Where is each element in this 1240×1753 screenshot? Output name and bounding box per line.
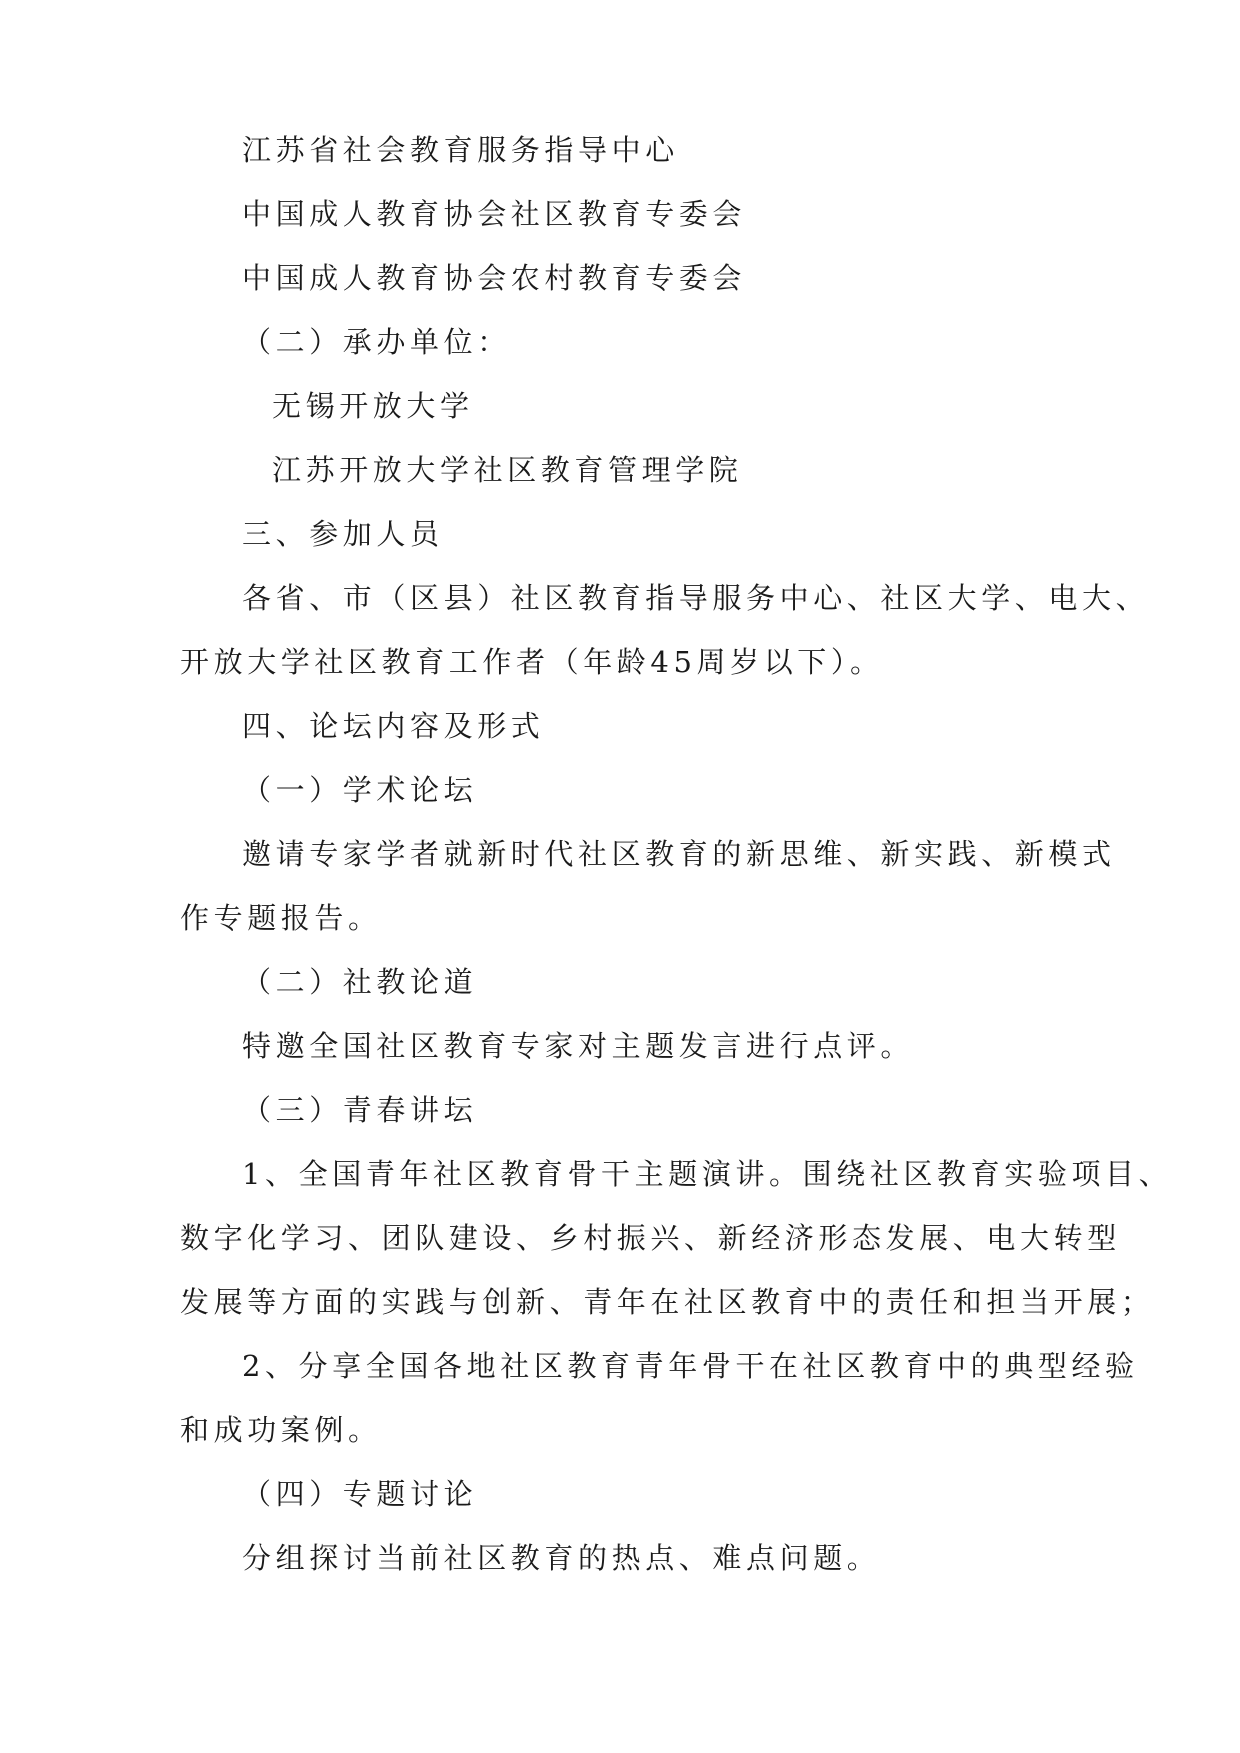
subsection-heading: （三）青春讲坛 [242,1093,478,1127]
subsection-heading: （一）学术论坛 [242,773,478,807]
paragraph-line: 作专题报告。 [180,901,382,935]
paragraph-line: 分组探讨当前社区教育的热点、难点问题。 [242,1541,881,1575]
paragraph-line: 发展等方面的实践与创新、青年在社区教育中的责任和担当开展； [180,1285,1155,1319]
paragraph-line: 特邀全国社区教育专家对主题发言进行点评。 [242,1029,915,1063]
paragraph-line: 2、分享全国各地社区教育青年骨干在社区教育中的典型经验 [242,1349,1139,1383]
paragraph-line: 和成功案例。 [180,1413,382,1447]
paragraph-line: 开放大学社区教育工作者（年龄45周岁以下）。 [180,645,884,679]
section-heading-participants: 三、参加人员 [242,517,444,551]
organizer-line-1: 江苏省社会教育服务指导中心 [242,133,679,167]
paragraph-line: 1、全国青年社区教育骨干主题演讲。围绕社区教育实验项目、 [242,1157,1173,1191]
subsection-heading: （二）社教论道 [242,965,478,999]
organizer-line-2: 中国成人教育协会社区教育专委会 [242,197,747,231]
organizer-line-3: 中国成人教育协会农村教育专委会 [242,261,747,295]
paragraph-line: 各省、市（区县）社区教育指导服务中心、社区大学、电大、 [242,581,1150,615]
subsection-heading: （四）专题讨论 [242,1477,478,1511]
host-line-1: 无锡开放大学 [272,389,474,423]
paragraph-line: 邀请专家学者就新时代社区教育的新思维、新实践、新模式 [242,837,1116,871]
section-heading-host: （二）承办单位： [242,325,511,359]
host-line-2: 江苏开放大学社区教育管理学院 [272,453,743,487]
paragraph-line: 数字化学习、团队建设、乡村振兴、新经济形态发展、电大转型 [180,1221,1121,1255]
section-heading-content: 四、论坛内容及形式 [242,709,545,743]
